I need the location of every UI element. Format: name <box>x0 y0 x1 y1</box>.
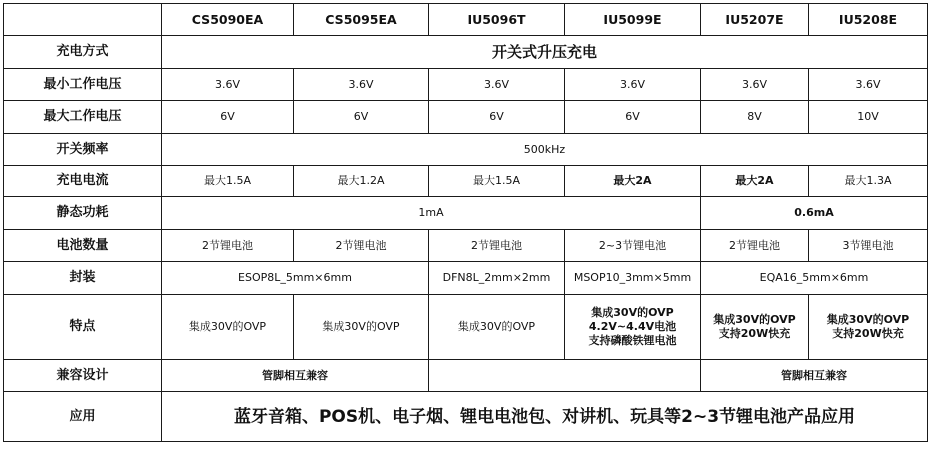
charge-current-iu5208e: 最大1.3A <box>809 166 928 197</box>
max-voltage-cs5090ea: 6V <box>162 101 294 134</box>
charge-current-iu5096t: 最大1.5A <box>429 166 565 197</box>
min-voltage-iu5099e: 3.6V <box>565 69 701 101</box>
header-iu5208e: IU5208E <box>809 4 928 36</box>
row-label-quiescent-power: 静态功耗 <box>4 197 162 230</box>
row-quiescent-power <box>4 197 928 230</box>
features-cs5095ea: 集成30V的OVP <box>294 295 429 360</box>
features-iu5208e-line: 支持20W快充 <box>832 327 904 340</box>
row-label-charge-mode: 充电方式 <box>4 36 162 69</box>
charge-current-iu5099e: 最大2A <box>565 166 701 197</box>
package-iu5207e-iu5208e: EQA16_5mm×6mm <box>701 262 928 295</box>
quiescent-power-group-b: 0.6mA <box>701 197 928 230</box>
features-iu5099e-line: 4.2V~4.4V电池 <box>588 320 677 333</box>
min-voltage-iu5096t: 3.6V <box>429 69 565 101</box>
compat-iu5096t-iu5099e <box>429 360 701 392</box>
row-label-features: 特点 <box>4 295 162 360</box>
compat-iu5207e-iu5208e: 管脚相互兼容 <box>701 360 928 392</box>
charge-current-cs5095ea: 最大1.2A <box>294 166 429 197</box>
row-features <box>4 295 928 360</box>
row-label-package: 封装 <box>4 262 162 295</box>
header-row <box>4 4 928 36</box>
min-voltage-iu5208e: 3.6V <box>809 69 928 101</box>
row-label-battery-count: 电池数量 <box>4 230 162 262</box>
battery-count-iu5096t: 2节锂电池 <box>429 230 565 262</box>
row-min-voltage <box>4 69 928 101</box>
features-iu5096t: 集成30V的OVP <box>429 295 565 360</box>
features-iu5099e-line: 集成30V的OVP <box>591 306 674 319</box>
quiescent-power-group-a: 1mA <box>162 197 701 230</box>
max-voltage-iu5207e: 8V <box>701 101 809 134</box>
battery-count-cs5090ea: 2节锂电池 <box>162 230 294 262</box>
max-voltage-cs5095ea: 6V <box>294 101 429 134</box>
header-iu5099e: IU5099E <box>565 4 701 36</box>
features-iu5099e <box>565 295 701 360</box>
row-label-application: 应用 <box>4 392 162 442</box>
charge-mode-value: 开关式升压充电 <box>162 36 928 69</box>
max-voltage-iu5208e: 10V <box>809 101 928 134</box>
row-package <box>4 262 928 295</box>
package-iu5099e: MSOP10_3mm×5mm <box>565 262 701 295</box>
min-voltage-cs5095ea: 3.6V <box>294 69 429 101</box>
features-cs5090ea: 集成30V的OVP <box>162 295 294 360</box>
row-label-min-voltage: 最小工作电压 <box>4 69 162 101</box>
charge-current-cs5090ea: 最大1.5A <box>162 166 294 197</box>
battery-count-cs5095ea: 2节锂电池 <box>294 230 429 262</box>
row-label-compat-design: 兼容设计 <box>4 360 162 392</box>
charge-current-iu5207e: 最大2A <box>701 166 809 197</box>
min-voltage-cs5090ea: 3.6V <box>162 69 294 101</box>
compat-cs5090ea-cs5095ea: 管脚相互兼容 <box>162 360 429 392</box>
max-voltage-iu5096t: 6V <box>429 101 565 134</box>
package-cs5090ea-cs5095ea: ESOP8L_5mm×6mm <box>162 262 429 295</box>
row-label-charge-current: 充电电流 <box>4 166 162 197</box>
header-cs5090ea: CS5090EA <box>162 4 294 36</box>
features-iu5207e-line: 集成30V的OVP <box>713 313 796 326</box>
package-iu5096t: DFN8L_2mm×2mm <box>429 262 565 295</box>
min-voltage-iu5207e: 3.6V <box>701 69 809 101</box>
row-compat-design <box>4 360 928 392</box>
switch-frequency-value: 500kHz <box>162 134 928 166</box>
features-iu5207e-line: 支持20W快充 <box>718 327 791 340</box>
row-charge-mode <box>4 36 928 69</box>
row-max-voltage <box>4 101 928 134</box>
row-application <box>4 392 928 442</box>
features-iu5208e-line: 集成30V的OVP <box>826 313 910 326</box>
row-charge-current <box>4 166 928 197</box>
header-iu5096t: IU5096T <box>429 4 565 36</box>
header-cs5095ea: CS5095EA <box>294 4 429 36</box>
row-battery-count <box>4 230 928 262</box>
features-iu5207e <box>701 295 809 360</box>
header-corner-cell <box>4 4 162 36</box>
header-iu5207e: IU5207E <box>701 4 809 36</box>
row-label-max-voltage: 最大工作电压 <box>4 101 162 134</box>
battery-count-iu5208e: 3节锂电池 <box>809 230 928 262</box>
battery-count-iu5099e: 2~3节锂电池 <box>565 230 701 262</box>
row-switch-frequency <box>4 134 928 166</box>
spec-comparison-table <box>3 3 928 442</box>
battery-count-iu5207e: 2节锂电池 <box>701 230 809 262</box>
row-label-switch-frequency: 开关频率 <box>4 134 162 166</box>
max-voltage-iu5099e: 6V <box>565 101 701 134</box>
features-iu5208e <box>809 295 928 360</box>
application-value: 蓝牙音箱、POS机、电子烟、锂电电池包、对讲机、玩具等2~3节锂电池产品应用 <box>162 392 928 442</box>
features-iu5099e-line: 支持磷酸铁锂电池 <box>588 334 677 347</box>
